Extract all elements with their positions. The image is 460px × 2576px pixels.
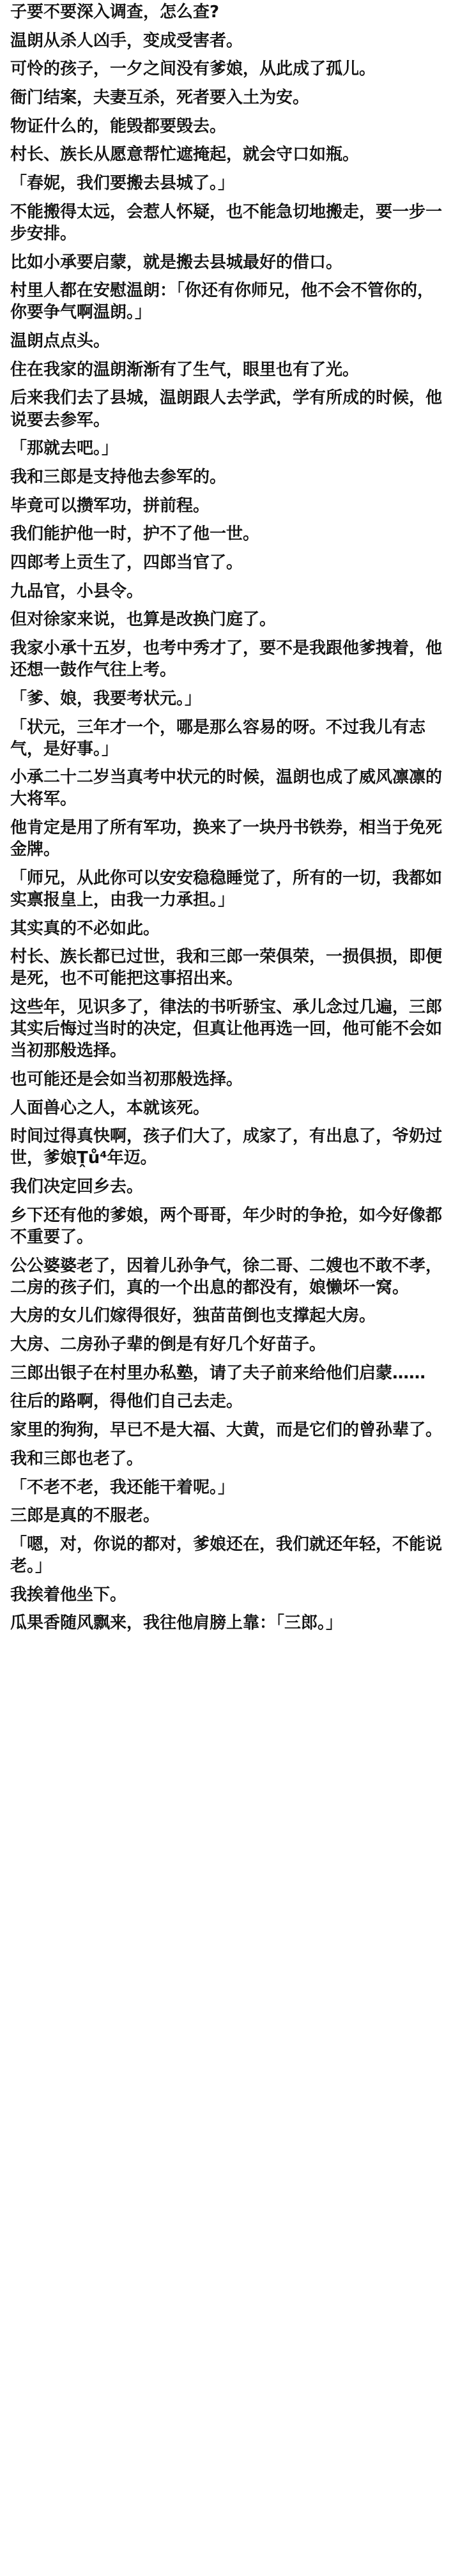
paragraph: 九品官，小县令。 — [10, 581, 144, 601]
paragraph: 物证什么的，能毁都要毁去。 — [10, 116, 227, 136]
paragraph: 三郎是真的不服老。 — [10, 1506, 160, 1526]
paragraph: 乡下还有他的爹娘，两个哥哥，年少时的争抢，如今好像都不重要了。 — [10, 1205, 443, 1247]
paragraph: 四郎考上贡生了，四郎当官了。 — [10, 553, 243, 572]
paragraph: 我和三郎是支持他去参军的。 — [10, 467, 227, 487]
paragraph: 时间过得真快啊，孩子们大了，成家了，有出息了，爷奶过世，爹娘Ṱů⁴年迈。 — [10, 1127, 443, 1168]
paragraph: 「爹、娘，我要考状元。」 — [10, 689, 202, 708]
paragraph: 村长、族长都已过世，我和三郎一荣俱荣，一损俱损，即便是死，也不可能把这事招出来。 — [10, 947, 443, 989]
paragraph: 不能搬得太远，会惹人怀疑，也不能急切地搬走，要一步一步安排。 — [10, 202, 443, 243]
paragraph: 村长、族长从愿意帮忙遮掩起，就会守口如瓶。 — [10, 145, 360, 165]
paragraph: 也可能还是会如当初那般选择。 — [10, 1069, 243, 1089]
paragraph: 大房、二房孙子辈的倒是有好几个好苗子。 — [10, 1335, 326, 1355]
paragraph: 我家小承十五岁，也考中秀才了，要不是我跟他爹拽着，他还想一鼓作气往上考。 — [10, 639, 443, 680]
paragraph: 人面兽心之人，本就该死。 — [10, 1098, 210, 1118]
paragraph: 「嗯，对，你说的都对，爹娘还在，我们就还年轻，不能说老。」 — [10, 1534, 443, 1576]
paragraph: 瓜果香随风飘来，我往他肩膀上靠：「三郎。」 — [10, 1613, 343, 1633]
paragraph: 村里人都在安慰温朗：「你还有你师兄，他不会不管你的，你要争气啊温朗。」 — [10, 281, 434, 323]
paragraph: 住在我家的温朗渐渐有了生气，眼里也有了光。 — [10, 360, 360, 379]
paragraph: 子要不要深入调查，怎么查? — [10, 3, 220, 22]
paragraph: 「那就去吧。」 — [10, 439, 119, 459]
paragraph: 这些年，见识多了，律法的书听骄宝、承儿念过几遍，三郎其实后悔过当时的决定，但真让他再选一回，他可能不会如当初那般选择。 — [10, 998, 443, 1061]
paragraph: 大房的女儿们嫁得很好，独苗苗倒也支撑起大房。 — [10, 1306, 376, 1326]
paragraph: 但对徐家来说，也算是改换门庭了。 — [10, 610, 277, 630]
paragraph: 三郎出银子在村里办私塾，请了夫子前来给他们启蒙…… — [10, 1363, 426, 1383]
paragraph: 家里的狗狗，早已不是大福、大黄，而是它们的曾孙辈了。 — [10, 1421, 443, 1440]
paragraph: 「状元，三年才一个，哪是那么容易的呀。不过我儿有志气，是好事。」 — [10, 717, 426, 759]
paragraph: 「不老不老，我还能干着呢。」 — [10, 1477, 235, 1497]
paragraph: 其实真的不必如此。 — [10, 918, 160, 938]
paragraph: 我们决定回乡去。 — [10, 1177, 144, 1197]
paragraph: 衙门结案，夫妻互杀，死者要入土为安。 — [10, 88, 310, 108]
paragraph: 毕竟可以攒军功，拼前程。 — [10, 496, 210, 515]
paragraph: 往后的路啊，得他们自己去走。 — [10, 1392, 243, 1412]
paragraph: 我们能护他一时，护不了他一世。 — [10, 524, 260, 544]
paragraph: 可怜的孩子，一夕之间没有爹娘，从此成了孤儿。 — [10, 59, 376, 79]
paragraph: 公公婆婆老了，因着儿孙争气，徐二哥、二嫂也不敢不孝，二房的孩子们，真的一个出息的都没有，娘懒坏一窝。 — [10, 1256, 443, 1297]
paragraph: 「师兄，从此你可以安安稳稳睡觉了，所有的一切，我都如实禀报皇上，由我一力承担。」 — [10, 868, 443, 910]
paragraph: 我挨着他坐下。 — [10, 1585, 127, 1604]
paragraph: 小承二十二岁当真考中状元的时候，温朗也成了威风凛凛的大将军。 — [10, 768, 443, 809]
paragraph: 比如小承要启蒙，就是搬去县城最好的借口。 — [10, 252, 343, 272]
paragraph: 温朗点点头。 — [10, 332, 111, 351]
paragraph: 「春妮，我们要搬去县城了。」 — [10, 174, 235, 194]
paragraph: 温朗从杀人凶手，变成受害者。 — [10, 31, 243, 50]
paragraph: 我和三郎也老了。 — [10, 1449, 144, 1468]
paragraph: 后来我们去了县城，温朗跟人去学武，学有所成的时候，他说要去参军。 — [10, 388, 443, 430]
paragraph: 他肯定是用了所有军功，换来了一块丹书铁券，相当于免死金牌。 — [10, 818, 443, 860]
